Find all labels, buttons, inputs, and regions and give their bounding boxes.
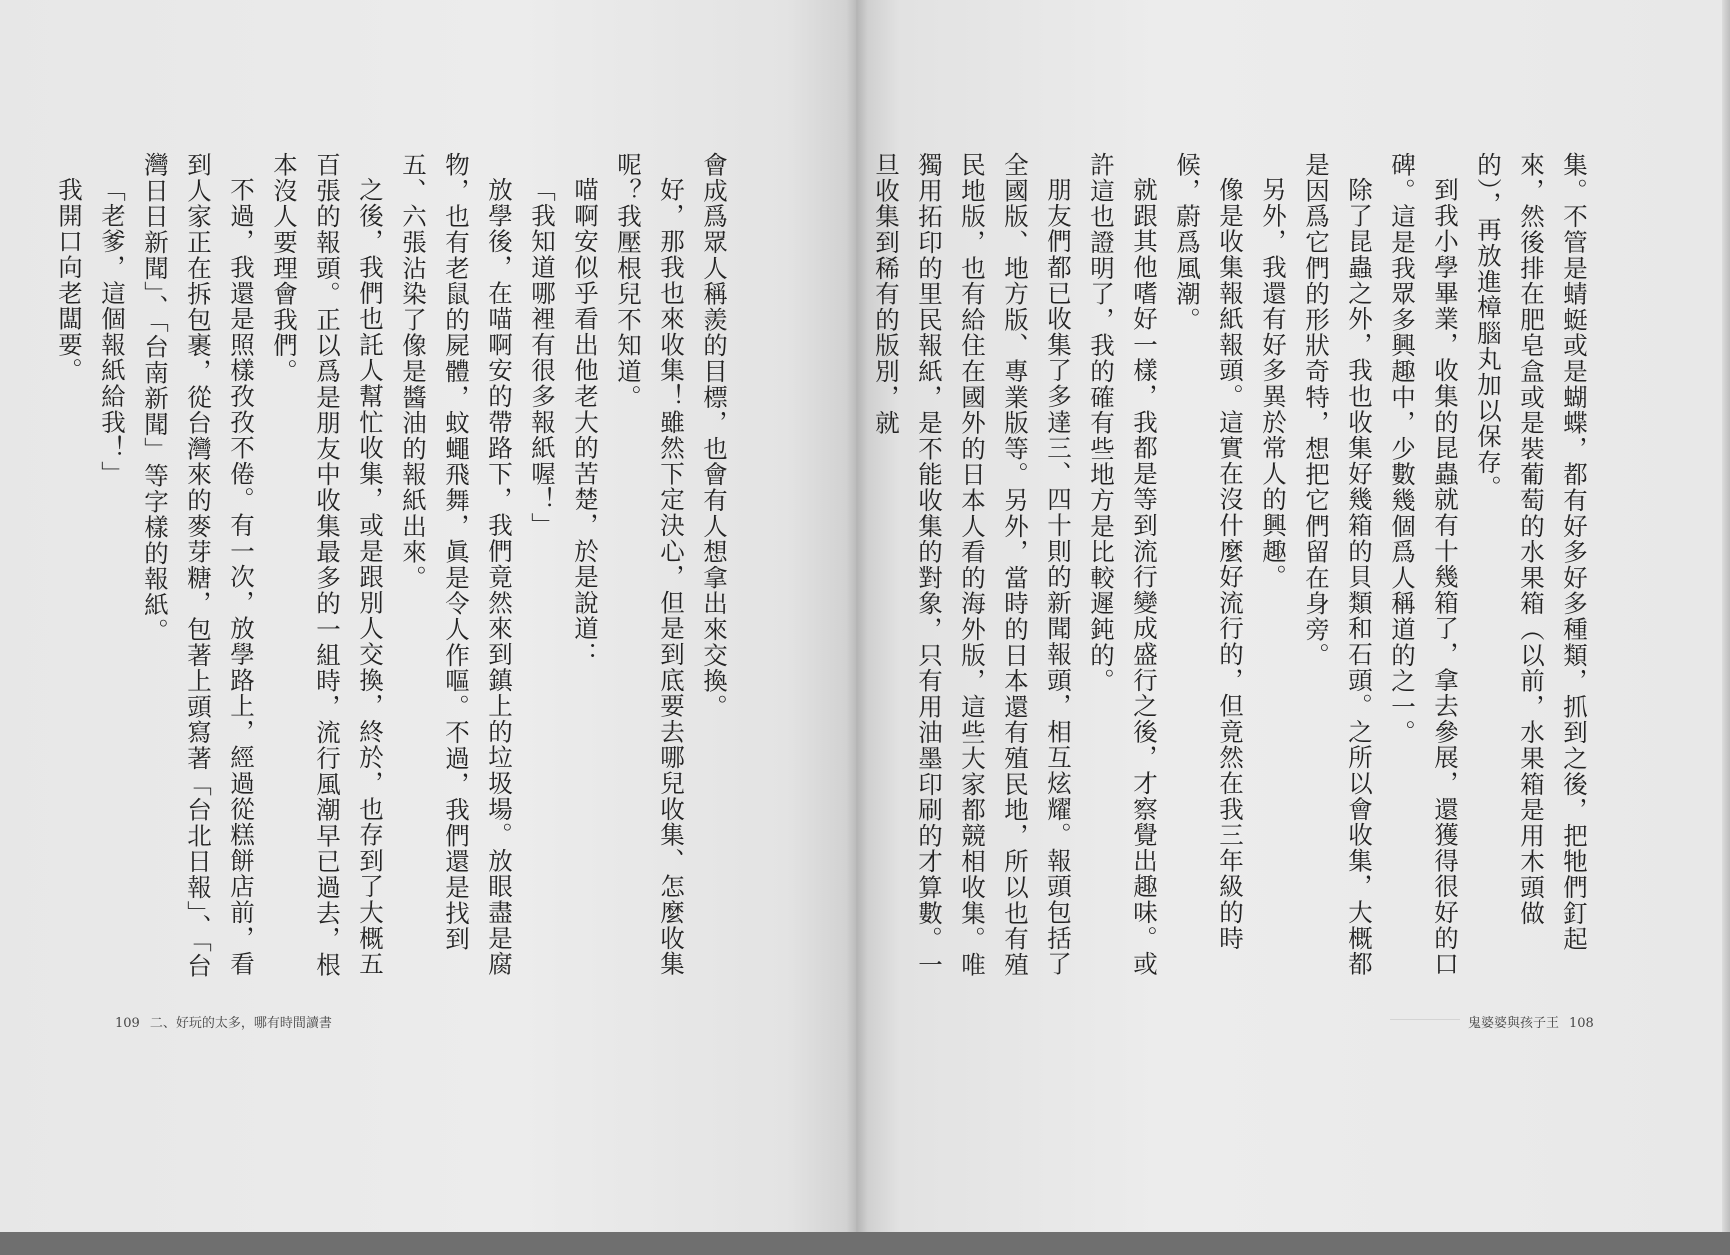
- left-page-footer: [115, 1012, 332, 1031]
- paragraph: 朋友們都已收集了多達三、四十則的新聞報頭，相互炫耀。報頭包括了全國版、地方版、專業版等。另外，當時的日本還有殖民地，所以也有殖民地版，也有給住在國外的日本人看的海外版，這些大家都競相收集。唯獨用拓印的里民報紙，是不能收集的對象，只有用油墨印刷的才算數。一旦收集到稀有的版別，就: [872, 152, 1073, 978]
- paragraph: 喵啊安似乎看出他老大的苦楚，於是說道：: [571, 176, 600, 667]
- running-head: 二、好玩的太多，哪有時間讀書: [149, 1016, 332, 1031]
- left-page-body: [55, 152, 736, 987]
- page-edge: [1722, 0, 1730, 1232]
- paragraph: 「我知道哪裡有很多報紙喔！」: [528, 176, 557, 538]
- right-page-footer: [1468, 1012, 1594, 1031]
- paragraph: 「老爹，這個報紙給我！」: [98, 176, 127, 487]
- footer-rule: [1390, 1019, 1460, 1020]
- paragraph: 除了昆蟲之外，我也收集好幾箱的貝類和石頭。之所以會收集，大概都是因爲它們的形狀奇特，想把它們留在身旁。: [1302, 152, 1374, 977]
- paragraph: 會成爲眾人稱羨的目標，也會有人想拿出來交換。: [700, 152, 729, 720]
- paragraph: 之後，我們也託人幫忙收集，或是跟別人交換，終於，也存到了大概五百張的報頭。正以爲是朋友中收集最多的一組時，流行風潮早已過去，根本沒人要理會我們。: [270, 152, 385, 978]
- paragraph: 好，那我也來收集！雖然下定決心，但是到底要去哪兒收集、怎麼收集呢？我壓根兒不知道。: [614, 152, 686, 977]
- paragraph: 我開口向老闆要。: [55, 176, 84, 383]
- paragraph: 像是收集報紙報頭。這實在沒什麼好流行的，但竟然在我三年級的時候，蔚爲風潮。: [1173, 152, 1245, 951]
- paragraph: 另外，我還有好多異於常人的興趣。: [1259, 176, 1288, 590]
- paragraph: 集。不管是蜻蜓或是蝴蝶，都有好多好多種類，抓到之後，把牠們釘起來，然後排在肥皂盒或是裝葡萄的水果箱（以前，水果箱是用木頭做的），再放進樟腦丸加以保存。: [1474, 152, 1589, 952]
- page-number: 109: [115, 1016, 140, 1031]
- page-number: 108: [1569, 1016, 1594, 1031]
- paragraph: 放學後，在喵啊安的帶路下，我們竟然來到鎮上的垃圾場。放眼盡是腐物，也有老鼠的屍體，蚊蠅飛舞，眞是令人作嘔。不過，我們還是找到五、六張沾染了像是醬油的報紙出來。: [399, 152, 514, 977]
- paragraph: 到我小學畢業，收集的昆蟲就有十幾箱了，拿去參展，還獲得很好的口碑。這是我眾多興趣中，少數幾個爲人稱道的之一。: [1388, 152, 1460, 977]
- paragraph: 不過，我還是照樣孜孜不倦。有一次，放學路上，經過從糕餅店前，看到人家正在拆包裹，從台灣來的麥芽糖，包著上頭寫著「台北日報」、「台灣日日新聞」、「台南新聞」等字樣的報紙。: [141, 152, 256, 979]
- right-page-body: [872, 152, 1596, 987]
- running-head: 鬼婆婆與孩子王: [1468, 1016, 1560, 1031]
- paragraph: 就跟其他嗜好一樣，我都是等到流行變成盛行之後，才察覺出趣味。或許這也證明了，我的確有些地方是比較遲鈍的。: [1087, 152, 1159, 977]
- left-page: [0, 0, 856, 1232]
